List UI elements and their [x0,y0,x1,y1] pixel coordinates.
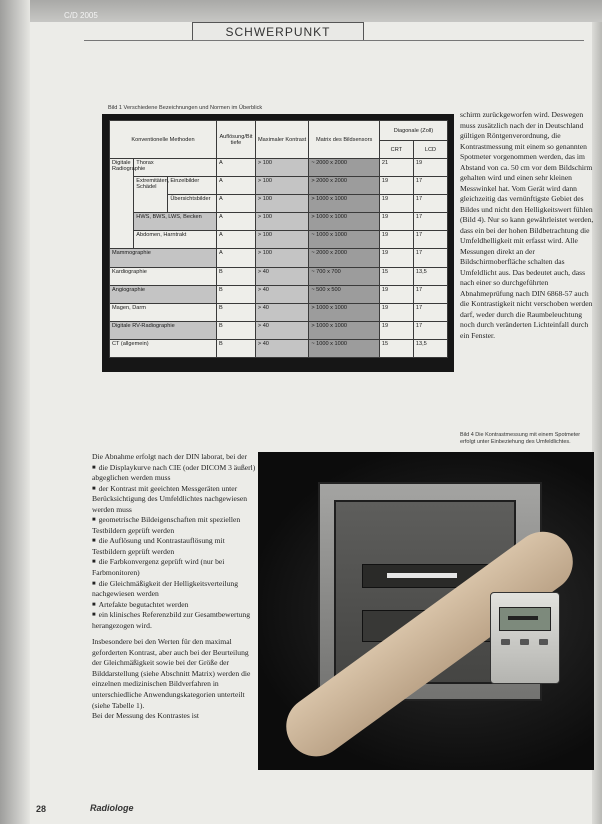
list-item: ■ Artefakte begutachtet werden [92,600,260,611]
row-sublabel: Einzelbilder [168,177,217,195]
figure1-caption: Bild 1 Verschiedene Bezeichnungen und Normen im Überblick [108,105,263,111]
list-item: ■ die Displaykurve nach CIE (oder DICOM 3 äußerl) abgeglichen werden muss [92,463,260,484]
cell-crt: 19 [379,195,413,213]
cell-res: B [216,303,255,321]
header-matrix: Matrix des Bildsensors [309,121,380,159]
magazine-logo: Radiologe [90,803,134,813]
header-lcd: LCD [413,141,447,159]
row-label: HWS, BWS, LWS, Becken [134,213,217,231]
table-row [110,339,448,357]
spotmeter-display [499,607,551,631]
cell-kontrast: > 100 [255,213,308,231]
issue-label: C/D 2005 [64,11,98,20]
cell-kontrast: > 100 [255,249,308,267]
cell-crt: 19 [379,213,413,231]
row-label: Digitale RV-Radiographie [110,321,217,339]
intro-paragraph: Die Abnahme erfolgt nach der DIN laborat, bei der [92,452,247,461]
cell-res: B [216,339,255,357]
cell-res: B [216,267,255,285]
row-label: Abdomen, Harntrakt [134,231,217,249]
header-rule [84,40,584,41]
list-item: ■ die Gleichmäßigkeit der Helligkeitsverteilung nachgewiesen werden [92,579,260,600]
header-diagonale: Diagonale (Zoll) [379,121,447,141]
page-number: 28 [36,804,47,814]
section-tab [192,22,364,41]
header-bar [30,0,602,22]
header-aufloesung: Auflösung/Bit tiefe [216,121,255,159]
cell-kontrast: > 100 [255,177,308,195]
cell-res: B [216,321,255,339]
table-row [110,303,448,321]
cell-lcd: 17 [413,231,447,249]
table-row [110,177,448,195]
cell-matrix: > 1000 x 1000 [309,303,380,321]
cell-matrix: ~ 1000 x 1000 [309,339,380,357]
cell-matrix: > 1000 x 1000 [309,195,380,213]
table-area [109,120,448,358]
cell-lcd: 17 [413,213,447,231]
cell-res: A [216,159,255,177]
table-row [110,231,448,249]
cell-kontrast: > 100 [255,231,308,249]
cell-crt: 19 [379,231,413,249]
cell-matrix: ~ 1000 x 1000 [309,231,380,249]
list-item: ■ geometrische Bildeigenschaften mit speziellen Testbildern geprüft werden [92,515,260,536]
row-label: Magen, Darm [110,303,217,321]
cell-matrix: ~ 700 x 700 [309,267,380,285]
header-kontrast: Maximaler Kontrast [255,121,308,159]
cell-res: A [216,213,255,231]
cell-lcd: 17 [413,303,447,321]
cell-matrix: > 2000 x 2000 [309,177,380,195]
cell-res: A [216,195,255,213]
cell-lcd: 17 [413,177,447,195]
spotmeter-illustration [490,592,560,684]
right-column [460,110,598,341]
cell-matrix: ~ 500 x 500 [309,285,380,303]
table-row [110,213,448,231]
cell-kontrast: > 100 [255,159,308,177]
cell-matrix: > 1000 x 1000 [309,321,380,339]
cell-lcd: 13,5 [413,267,447,285]
cell-kontrast: > 40 [255,321,308,339]
cell-kontrast: > 40 [255,339,308,357]
group-label: Digitale Radiographie [110,159,134,249]
list-item: ■ der Kontrast mit geeichten Messgeräten unter Berücksichtigung des Umfeldlichtes nachgewiesen werden muss [92,484,260,516]
cell-crt: 15 [379,339,413,357]
row-label: Angiographie [110,285,217,303]
cell-lcd: 17 [413,285,447,303]
cell-crt: 19 [379,177,413,195]
cell-crt: 19 [379,303,413,321]
row-label: Kardiographie [110,267,217,285]
cell-crt: 19 [379,285,413,303]
header-crt: CRT [379,141,413,159]
row-sublabel: Übersichtsbilder [168,195,217,213]
cell-res: A [216,177,255,195]
list-item: ■ die Farbkonvergenz geprüft wird (nur bei Farbmonitoren) [92,557,260,578]
binding-shadow [0,0,30,824]
table-header-row [110,121,448,141]
table-row [110,267,448,285]
cell-res: A [216,231,255,249]
cell-lcd: 17 [413,321,447,339]
cell-lcd: 17 [413,249,447,267]
body-paragraph: Bei der Messung des Kontrastes ist [92,711,199,721]
monitor-measurement-photo [258,452,594,770]
cell-matrix: ~ 2000 x 2000 [309,249,380,267]
table-row [110,321,448,339]
cell-kontrast: > 40 [255,285,308,303]
left-column [92,452,260,722]
list-item: ■ ein klinisches Referenzbild zur Gesamtbewertung herangezogen wird. [92,610,260,631]
cell-matrix: > 1000 x 1000 [309,213,380,231]
table-row [110,159,448,177]
cell-kontrast: > 40 [255,267,308,285]
cell-crt: 21 [379,159,413,177]
standards-table [109,120,448,358]
header-verfahren: Konventionelle Methoden [110,121,217,159]
figure2-caption: Bild 4 Die Kontrastmessung mit einem Spotmeter erfolgt unter Einbeziehung des Umfeldlichtes. [460,432,581,445]
cell-crt: 19 [379,249,413,267]
row-label: Extremitäten, Schädel [134,177,168,213]
cell-lcd: 17 [413,195,447,213]
right-paragraph: schirm zurückgeworfen wird. Deswegen muss zusätzlich nach der in Deutschland gültigen Röntgenverordnung, die Kontrastmessung mit einem so genannten Spotmeter vorgenommen werden, das im Abstand von ca. 50 cm vor dem Bildschirm gehalten wird und einen sehr kleinen Messwinkel hat. Vom Gerät wird dann gleichzeitig das vernünftigste Gebiet des Bildes und nicht den Helligkeitswert fühlen (Bild 4). Nur so kann gewährleistet werden, dass ein bei der hohen Bildbetrachtung die Umfeldhelligkeit mit erfasst wird. Alle Messungen direkt an der Bildschirmoberfläche schalten das Umfeldlicht aus. Das bedeutet auch, dass nach einer so durchgeführten Abnahmeprüfung nach DIN 6868-57 auch die Kontrastigkeit nicht verschoben werden darf, weder durch die Raumbeleuchtung noch durch veränderten Lichteinfall durch ein Fenster. [460,110,594,340]
row-label: Thorax [134,159,217,177]
cell-kontrast: > 40 [255,303,308,321]
list-item: ■ die Auflösung und Kontrastauflösung mit Testbildern geprüft werden [92,536,260,557]
cell-crt: 15 [379,267,413,285]
section-title: SCHWERPUNKT [225,25,331,39]
cell-res: B [216,285,255,303]
cell-kontrast: > 100 [255,195,308,213]
cell-crt: 19 [379,321,413,339]
cell-lcd: 19 [413,159,447,177]
body-paragraph: Insbesondere bei den Werten für den maximal geforderten Kontrast, aber auch bei der Beurteilung der Gleichmäßigkeit sowie bei der Größe der Bilddarstellung (siehe Abschnitt Matrix) werden die einzelnen medizinischen Bildverfahren in unterschiedliche Anwendungskategorien unterteilt (siehe Tabelle 1). [92,637,251,710]
cell-lcd: 13,5 [413,339,447,357]
table-row [110,285,448,303]
row-label: CT (allgemein) [110,339,217,357]
cell-matrix: ~ 2000 x 2000 [309,159,380,177]
table-row [110,249,448,267]
row-label: Mammographie [110,249,217,267]
cell-res: A [216,249,255,267]
